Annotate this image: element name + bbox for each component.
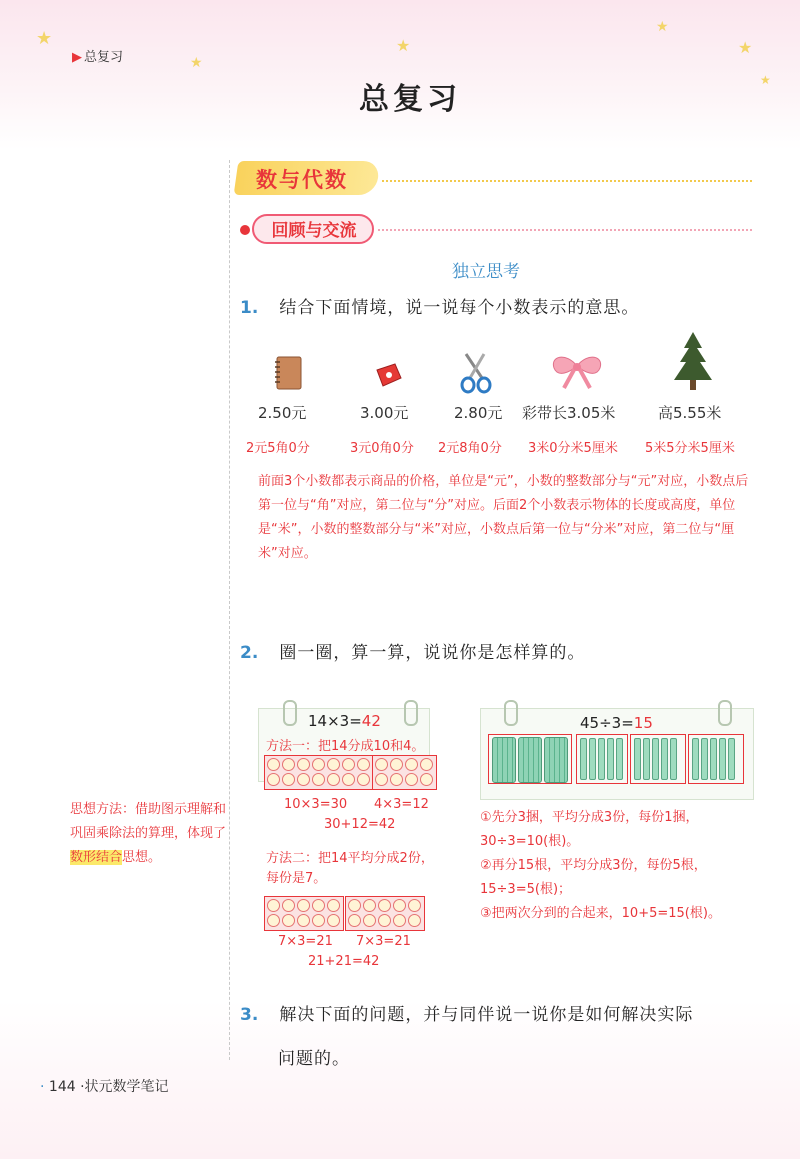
book-name: ·状元数学笔记: [80, 1079, 169, 1095]
subsection-divider: [378, 229, 752, 231]
dot: [348, 914, 361, 927]
stick: [634, 738, 641, 780]
dot: [420, 773, 433, 786]
paperclip-icon: [283, 700, 297, 726]
dot: [282, 914, 295, 927]
dot: [357, 773, 370, 786]
header-tag: ▶ 总复习: [72, 50, 124, 65]
dot: [267, 758, 280, 771]
question-3: [240, 1000, 693, 1025]
stick: [701, 738, 708, 780]
subsection-title: 回顾与交流: [271, 221, 357, 241]
dot: [390, 758, 403, 771]
equation: 30+12=42: [324, 817, 396, 832]
equation: 21+21=42: [308, 954, 380, 969]
dot: [297, 899, 310, 912]
think-label: 独立思考: [452, 262, 520, 282]
stick: [643, 738, 650, 780]
dot: [390, 773, 403, 786]
item-label: 彩带长3.05米: [522, 404, 616, 422]
stick: [607, 738, 614, 780]
dot: [267, 899, 280, 912]
star-icon: ★: [396, 36, 411, 55]
dot: [312, 914, 325, 927]
dot: [297, 914, 310, 927]
item-answer: 2元8角0分: [438, 441, 502, 456]
star-icon: ★: [656, 19, 669, 35]
paperclip-icon: [404, 700, 418, 726]
dot: [363, 899, 376, 912]
sharpener-icon: [373, 362, 403, 388]
question-2: [240, 638, 585, 663]
dot: [405, 758, 418, 771]
dot: [342, 758, 355, 771]
paperclip-icon: [504, 700, 518, 726]
division-step: ②再分15根，平均分成3份，每份5根，15÷3=5(根)；: [480, 858, 707, 897]
dot: [393, 899, 406, 912]
stick: [728, 738, 735, 780]
side-note: 思想方法：借助图示理解和巩固乘除法的算理，体现了数形结合思想。: [70, 802, 227, 865]
dot: [327, 758, 340, 771]
dot: [267, 914, 280, 927]
stick: [661, 738, 668, 780]
section-title: 数与代数: [256, 168, 348, 192]
question-number: 1.: [240, 298, 259, 318]
dot-grid-10: [264, 755, 374, 790]
margin-divider: [229, 160, 230, 1060]
method-1-label: 方法一：把14分成10和4。: [266, 739, 425, 754]
ribbon-icon: [548, 352, 606, 390]
equation: 10×3=30: [284, 797, 348, 812]
dot: [378, 899, 391, 912]
dot: [348, 899, 361, 912]
question-1: [240, 293, 639, 318]
tree-icon: [672, 332, 714, 392]
equation: 4×3=12: [374, 797, 429, 812]
card-expression: 14×3=42: [308, 712, 381, 730]
scissors-icon: [458, 352, 494, 394]
dot: [342, 773, 355, 786]
dot: [327, 914, 340, 927]
dot-grid-7: [345, 896, 425, 931]
dot: [375, 758, 388, 771]
item-answer: 2元5角0分: [246, 441, 310, 456]
stick: [710, 738, 717, 780]
dot: [393, 914, 406, 927]
dot: [312, 773, 325, 786]
method-2-label: 方法二：把14平均分成2份，每份是7。: [266, 851, 434, 886]
stick: [719, 738, 726, 780]
item-label: 3.00元: [360, 404, 409, 422]
dot: [327, 773, 340, 786]
equation: 7×3=21: [278, 934, 333, 949]
dot: [282, 773, 295, 786]
dot: [357, 758, 370, 771]
dot: [312, 899, 325, 912]
dot: [378, 914, 391, 927]
stick: [580, 738, 587, 780]
star-icon: ★: [36, 28, 53, 49]
question-number: 2.: [240, 643, 259, 663]
dot: [375, 773, 388, 786]
dot: [408, 899, 421, 912]
card-expression: 45÷3=15: [580, 714, 653, 732]
star-icon: ★: [738, 38, 753, 57]
dot: [282, 899, 295, 912]
paperclip-icon: [718, 700, 732, 726]
dot: [408, 914, 421, 927]
dot: [297, 758, 310, 771]
question-text: 结合下面情境，说一说每个小数表示的意思。: [279, 298, 640, 318]
item-answer: 3米0分米5厘米: [528, 441, 618, 456]
item-label: 高5.55米: [658, 404, 722, 422]
question-text-line2: 问题的。: [278, 1049, 350, 1069]
dot: [363, 914, 376, 927]
stick-bundle: [492, 737, 516, 783]
dot-grid-7: [264, 896, 344, 931]
dot-grid-4: [372, 755, 437, 790]
triangle-icon: ▶: [72, 50, 82, 65]
item-label: 2.50元: [258, 404, 307, 422]
division-step: ①先分3捆，平均分成3份，每份1捆，30÷3=10(根)。: [480, 810, 699, 849]
dot: [327, 899, 340, 912]
stick: [616, 738, 623, 780]
dot: [420, 758, 433, 771]
highlight-text: 数形结合: [70, 850, 123, 865]
item-answer: 5米5分米5厘米: [645, 441, 735, 456]
stick: [589, 738, 596, 780]
stick: [692, 738, 699, 780]
question-text: 圈一圈，算一算，说说你是怎样算的。: [279, 643, 586, 663]
section-divider: [382, 180, 752, 182]
stick: [598, 738, 605, 780]
q1-explanation: 前面3个小数都表示商品的价格，单位是“元”，小数的整数部分与“元”对应，小数点后第一位与“角”对应，第二位与“分”对应。后面2个小数表示物体的长度或高度，单位是“米”，小数的整数部分与“米”对应，小数点后第一位与“分米”对应，第二位与“厘米”对应。: [258, 474, 749, 561]
star-icon: ★: [190, 55, 203, 71]
dot: [312, 758, 325, 771]
bullet-dot: ·: [40, 1079, 45, 1095]
dot: [282, 758, 295, 771]
stick: [670, 738, 677, 780]
notebook-icon: [274, 356, 302, 390]
question-text: 解决下面的问题，并与同伴说一说你是如何解决实际: [279, 1005, 694, 1025]
item-answer: 3元0角0分: [350, 441, 414, 456]
dot: [405, 773, 418, 786]
dot: [297, 773, 310, 786]
dot: [267, 773, 280, 786]
bullet-dot: [240, 225, 250, 235]
stick-bundle: [544, 737, 568, 783]
page-number: 144: [48, 1079, 76, 1095]
division-step: ③把两次分到的合起来，10+5=15(根)。: [480, 906, 721, 921]
star-icon: ★: [760, 73, 771, 87]
stick-bundle: [518, 737, 542, 783]
page-title: 总复习: [359, 82, 461, 117]
question-number: 3.: [240, 1005, 259, 1025]
equation: 7×3=21: [356, 934, 411, 949]
item-label: 2.80元: [454, 404, 503, 422]
stick: [652, 738, 659, 780]
footer: [40, 1076, 169, 1096]
